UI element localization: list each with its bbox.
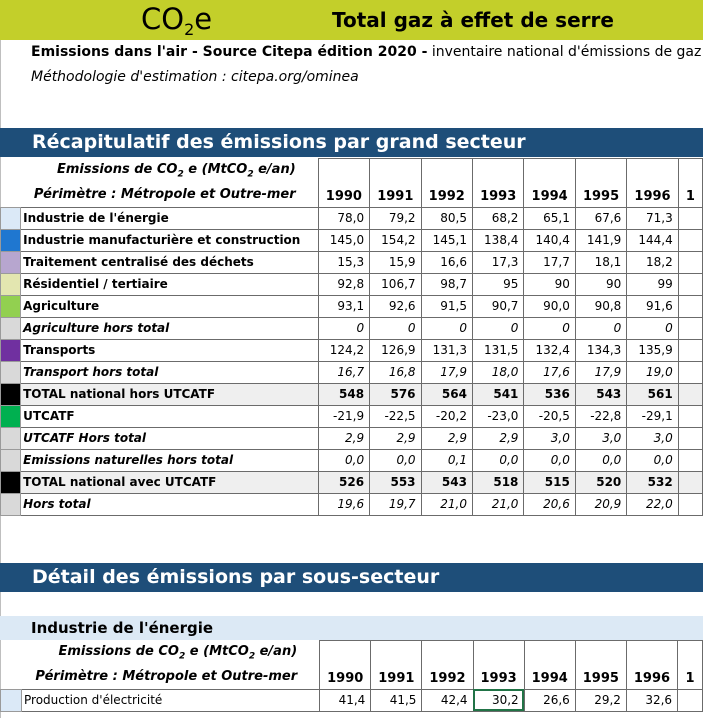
value-cell[interactable]: 0,0 [575,449,626,471]
value-cell[interactable] [678,251,702,273]
year-header[interactable]: 1996 [627,159,678,208]
value-cell[interactable]: 21,0 [421,493,472,515]
value-cell[interactable] [678,493,702,515]
table-row [1,383,703,405]
value-cell[interactable]: 90,8 [575,295,626,317]
value-cell[interactable]: 0,1 [421,449,472,471]
value-cell[interactable]: 543 [421,471,472,493]
row-label[interactable]: Transport hors total [21,361,319,383]
value-cell[interactable]: 126,9 [370,339,421,361]
year-header[interactable]: 1995 [575,159,626,208]
row-label[interactable]: Agriculture [21,295,319,317]
value-cell[interactable] [678,689,703,711]
value-cell[interactable]: 32,6 [626,689,677,711]
value-cell[interactable]: 41,5 [371,689,422,711]
value-cell[interactable]: 91,6 [627,295,678,317]
value-cell[interactable]: 17,9 [575,361,626,383]
value-cell[interactable]: 536 [524,383,575,405]
table-row [1,689,703,711]
value-cell[interactable] [678,471,702,493]
section-title-summary: Récapitulatif des émissions par grand secteur [0,128,703,157]
value-cell[interactable]: 548 [318,383,369,405]
header-perimeter: Périmètre : Métropole et Outre-mer [33,187,296,202]
value-cell[interactable] [678,229,702,251]
sector-color-swatch [1,471,21,493]
value-cell[interactable]: 131,5 [472,339,523,361]
row-label[interactable]: TOTAL national avec UTCATF [21,471,319,493]
value-cell[interactable]: 2,9 [421,427,472,449]
year-header[interactable]: 1991 [371,641,422,690]
value-cell[interactable]: 17,9 [421,361,472,383]
year-header[interactable]: 1 [678,641,703,690]
value-cell[interactable]: 0 [575,317,626,339]
row-label[interactable]: UTCATF Hors total [21,427,319,449]
year-header[interactable]: 1991 [370,159,421,208]
value-cell[interactable]: 22,0 [627,493,678,515]
row-label[interactable]: Transports [21,339,319,361]
value-cell[interactable]: 91,5 [421,295,472,317]
value-cell[interactable]: 26,6 [524,689,575,711]
value-cell[interactable]: 543 [575,383,626,405]
sector-color-swatch [1,317,21,339]
table-row [1,251,703,273]
value-cell[interactable]: 135,9 [627,339,678,361]
value-cell[interactable]: 515 [524,471,575,493]
gas-title: $CO_2e$ [141,2,213,39]
value-cell[interactable]: 140,4 [524,229,575,251]
sector-color-swatch [1,295,21,317]
sector-color-swatch [1,339,21,361]
value-cell[interactable]: 138,4 [472,229,523,251]
value-cell[interactable]: 0,0 [627,449,678,471]
value-cell[interactable]: 0,0 [318,449,369,471]
value-cell[interactable]: 3,0 [524,427,575,449]
row-label[interactable]: Emissions naturelles hors total [21,449,319,471]
value-cell[interactable]: 95 [472,273,523,295]
value-cell[interactable] [678,427,702,449]
value-cell[interactable]: 520 [575,471,626,493]
value-cell[interactable] [678,405,702,427]
table-row [1,471,703,493]
table-row [1,207,703,229]
year-header[interactable]: 1996 [626,641,677,690]
value-cell[interactable] [678,339,702,361]
sector-color-swatch [1,383,21,405]
table-row [1,273,703,295]
value-cell[interactable]: 0 [472,317,523,339]
value-cell[interactable]: 20,9 [575,493,626,515]
value-cell[interactable]: 80,5 [421,207,472,229]
sector-color-swatch [1,251,21,273]
value-cell[interactable]: 15,9 [370,251,421,273]
value-cell[interactable] [678,383,702,405]
value-cell[interactable]: 68,2 [472,207,523,229]
value-cell[interactable]: 29,2 [575,689,626,711]
value-cell[interactable]: 564 [421,383,472,405]
header-perimeter: Périmètre : Métropole et Outre-mer [35,669,298,684]
value-cell[interactable]: 526 [318,471,369,493]
value-cell[interactable]: 2,9 [370,427,421,449]
row-label[interactable]: Agriculture hors total [21,317,319,339]
value-cell[interactable]: 90,7 [472,295,523,317]
value-cell[interactable]: -21,9 [318,405,369,427]
value-cell[interactable]: 90 [575,273,626,295]
row-label[interactable]: Hors total [21,493,319,515]
row-label[interactable]: UTCATF [21,405,319,427]
value-cell[interactable]: 67,6 [575,207,626,229]
value-cell[interactable] [678,317,702,339]
year-header[interactable]: 1992 [421,159,472,208]
value-cell[interactable]: 145,1 [421,229,472,251]
value-cell[interactable]: -20,5 [524,405,575,427]
value-cell[interactable]: 98,7 [421,273,472,295]
value-cell[interactable]: 2,9 [472,427,523,449]
value-cell[interactable]: 90 [524,273,575,295]
value-cell[interactable]: 134,3 [575,339,626,361]
value-cell[interactable]: -29,1 [627,405,678,427]
value-cell[interactable]: 124,2 [318,339,369,361]
value-cell[interactable]: 0,0 [370,449,421,471]
methodology-line: Méthodologie d'estimation : citepa.org/ominea [31,69,359,85]
year-header[interactable]: 1995 [575,641,626,690]
table-row [1,405,703,427]
sector-color-swatch [1,689,22,711]
value-cell[interactable]: -22,8 [575,405,626,427]
gas-name: Total gaz à effet de serre [332,8,614,32]
table-row [1,361,703,383]
value-cell[interactable]: 0 [318,317,369,339]
table-row [1,229,703,251]
value-cell[interactable]: 18,1 [575,251,626,273]
value-cell[interactable]: 154,2 [370,229,421,251]
sector-color-swatch [1,405,21,427]
value-cell[interactable]: 0 [370,317,421,339]
value-cell[interactable]: 19,6 [318,493,369,515]
value-cell[interactable]: 131,3 [421,339,472,361]
value-cell[interactable] [678,207,702,229]
subsection-title: Industrie de l'énergie [0,616,703,640]
value-cell[interactable]: -20,2 [421,405,472,427]
summary-table [0,158,703,516]
row-label[interactable]: TOTAL national hors UTCATF [21,383,319,405]
year-header[interactable]: 1993 [472,159,523,208]
value-cell[interactable]: 0,0 [524,449,575,471]
value-cell[interactable]: -22,5 [370,405,421,427]
year-header[interactable]: 1990 [320,641,371,690]
value-cell[interactable]: 16,8 [370,361,421,383]
section-title-detail: Détail des émissions par sous-secteur [0,563,703,592]
value-cell[interactable]: 3,0 [627,427,678,449]
sector-color-swatch [1,207,21,229]
sector-color-swatch [1,361,21,383]
value-cell[interactable]: 561 [627,383,678,405]
table-row [1,449,703,471]
row-label[interactable]: Traitement centralisé des déchets [21,251,319,273]
value-cell[interactable]: 541 [472,383,523,405]
value-cell[interactable]: 0 [627,317,678,339]
value-cell[interactable]: 93,1 [318,295,369,317]
value-cell[interactable]: 15,3 [318,251,369,273]
value-cell[interactable]: 42,4 [422,689,473,711]
value-cell[interactable]: 106,7 [370,273,421,295]
source-line: Emissions dans l'air - Source Citepa édition 2020 - inventaire national d'émissions de gaz [31,44,702,60]
sector-color-swatch [1,427,21,449]
table-row [1,339,703,361]
value-cell[interactable]: 2,9 [318,427,369,449]
value-cell[interactable]: 19,7 [370,493,421,515]
value-cell[interactable]: 65,1 [524,207,575,229]
value-cell[interactable]: 141,9 [575,229,626,251]
value-cell[interactable]: 576 [370,383,421,405]
value-cell[interactable]: 90,0 [524,295,575,317]
value-cell[interactable]: 553 [370,471,421,493]
value-cell[interactable]: 532 [627,471,678,493]
value-cell[interactable]: 92,6 [370,295,421,317]
row-label[interactable]: Industrie de l'énergie [21,207,319,229]
value-cell[interactable]: 16,6 [421,251,472,273]
value-cell[interactable]: 21,0 [472,493,523,515]
sector-color-swatch [1,229,21,251]
value-cell[interactable]: 18,2 [627,251,678,273]
value-cell[interactable] [678,295,702,317]
header-units: Emissions de $CO_2$ e (MtCO$_2$ e/an) [58,643,298,662]
value-cell[interactable]: 132,4 [524,339,575,361]
value-cell[interactable]: 144,4 [627,229,678,251]
value-cell[interactable] [678,361,702,383]
year-header[interactable]: 1993 [473,641,524,690]
value-cell[interactable]: 17,7 [524,251,575,273]
value-cell[interactable]: 518 [472,471,523,493]
header-units: Emissions de $CO_2$ e (MtCO$_2$ e/an) [56,161,296,180]
value-cell[interactable]: 99 [627,273,678,295]
sector-color-swatch [1,273,21,295]
value-cell[interactable] [678,449,702,471]
value-cell[interactable]: 17,3 [472,251,523,273]
row-label[interactable]: Résidentiel / tertiaire [21,273,319,295]
table-row [1,493,703,515]
year-header[interactable]: 1994 [524,159,575,208]
value-cell[interactable]: -23,0 [472,405,523,427]
table-row [1,427,703,449]
value-cell[interactable]: 92,8 [318,273,369,295]
value-cell[interactable]: 78,0 [318,207,369,229]
sector-color-swatch [1,493,21,515]
value-cell[interactable]: 17,6 [524,361,575,383]
row-label[interactable]: Industrie manufacturière et construction [21,229,319,251]
table-row [1,295,703,317]
value-cell[interactable]: 3,0 [575,427,626,449]
value-cell[interactable] [678,273,702,295]
value-cell[interactable]: 0 [524,317,575,339]
sector-color-swatch [1,449,21,471]
row-label[interactable]: Production d'électricité [22,689,320,711]
value-cell[interactable]: 79,2 [370,207,421,229]
detail-table [0,640,703,712]
year-header[interactable]: 1994 [524,641,575,690]
year-header[interactable]: 1990 [318,159,369,208]
value-cell[interactable]: 71,3 [627,207,678,229]
value-cell[interactable]: 30,2 [473,689,524,711]
table-row [1,317,703,339]
value-cell[interactable]: 0,0 [472,449,523,471]
year-header[interactable]: 1992 [422,641,473,690]
value-cell[interactable]: 0 [421,317,472,339]
value-cell[interactable]: 18,0 [472,361,523,383]
value-cell[interactable]: 16,7 [318,361,369,383]
year-header[interactable]: 1 [678,159,702,208]
value-cell[interactable]: 19,0 [627,361,678,383]
value-cell[interactable]: 145,0 [318,229,369,251]
value-cell[interactable]: 41,4 [320,689,371,711]
value-cell[interactable]: 20,6 [524,493,575,515]
